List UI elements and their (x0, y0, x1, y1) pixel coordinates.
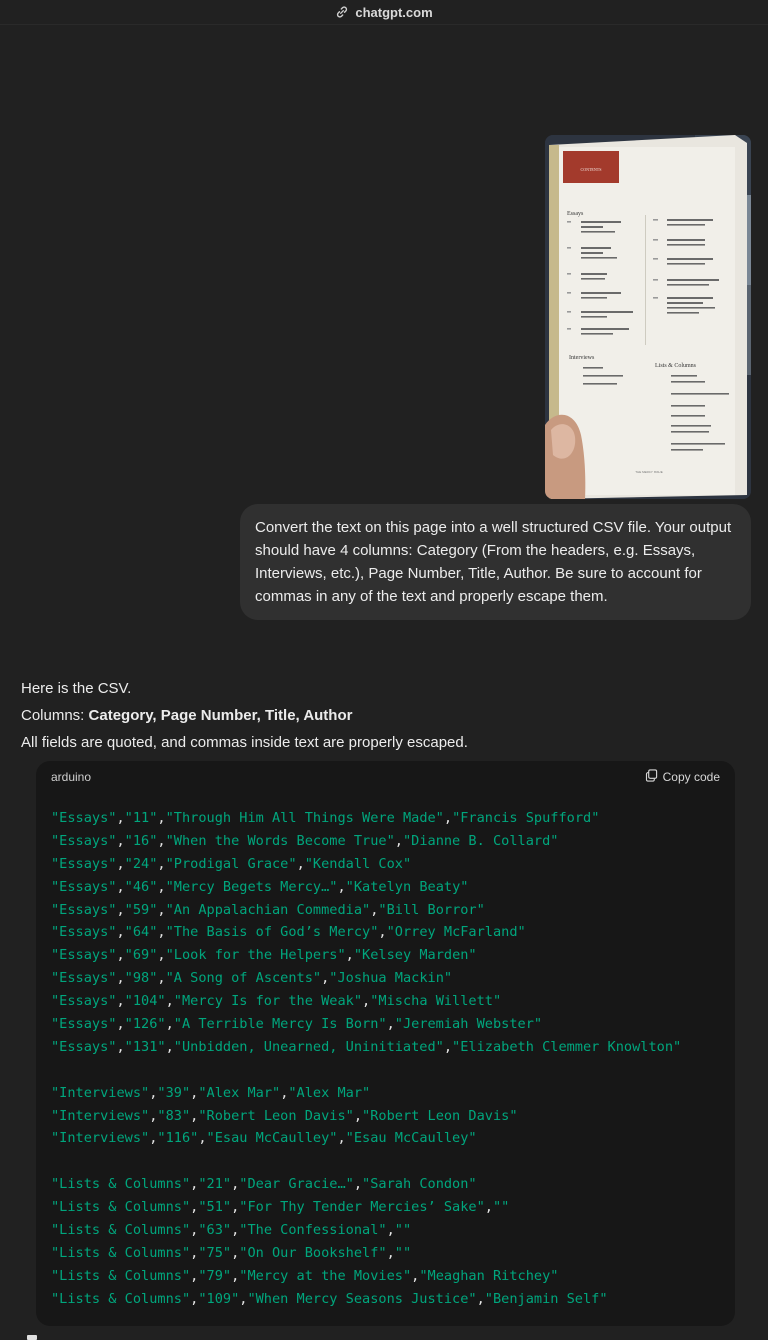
csv-field: "131" (124, 1038, 166, 1055)
csv-field: "" (394, 1244, 412, 1261)
copy-code-button[interactable] (645, 769, 720, 785)
csv-field: "Mercy Begets Mercy…" (165, 878, 338, 895)
assistant-escaping-note: All fields are quoted, and commas inside text are properly escaped. (21, 734, 468, 751)
csv-field: "Alex Mar" (288, 1084, 371, 1101)
code-header (36, 761, 735, 793)
csv-field: "Mischa Willett" (370, 993, 502, 1010)
csv-field: "" (394, 1222, 412, 1239)
csv-field: "Francis Spufford" (452, 810, 600, 826)
csv-field: "Benjamin Self" (484, 1290, 608, 1307)
csv-field: "11" (124, 810, 158, 826)
csv-field: "Sarah Condon" (362, 1176, 477, 1193)
columns-list: Category, Page Number, Title, Author (88, 707, 353, 724)
csv-field: "A Song of Ascents" (165, 970, 322, 987)
csv-field: "Essays" (51, 1038, 117, 1055)
csv-field: "83" (157, 1107, 191, 1124)
csv-field: "When Mercy Seasons Justice" (247, 1290, 477, 1307)
csv-field: "Lists & Columns" (51, 1267, 191, 1284)
domain-text: chatgpt.com (355, 4, 433, 20)
csv-field: "Lists & Columns" (51, 1222, 191, 1239)
address-bar[interactable] (0, 0, 768, 25)
photo-lists-header: Lists & Columns (655, 363, 697, 369)
code-block (36, 761, 735, 1326)
csv-field: "Mercy Is for the Weak" (173, 993, 363, 1010)
csv-field: "39" (157, 1084, 191, 1101)
csv-field: "Essays" (51, 832, 117, 849)
csv-field: "Essays" (51, 810, 117, 826)
csv-field: "98" (124, 970, 158, 987)
csv-line: "Essays","16","When the Words Become True","Dianne B. Collard" (51, 832, 559, 849)
csv-field: "Lists & Columns" (51, 1290, 191, 1307)
csv-line: "Interviews","83","Robert Leon Davis","Robert Leon Davis" (51, 1107, 518, 1124)
csv-field: "Interviews" (51, 1107, 150, 1124)
csv-field: "Joshua Mackin" (329, 970, 453, 987)
csv-field: "Mercy at the Movies" (239, 1267, 412, 1284)
csv-field: "The Confessional" (239, 1222, 387, 1239)
csv-line: "Essays","69","Look for the Helpers","Kelsey Marden" (51, 947, 477, 964)
csv-field: "Elizabeth Clemmer Knowlton" (452, 1038, 682, 1055)
csv-field: "Essays" (51, 924, 117, 941)
csv-field: "The Basis of God’s Mercy" (165, 924, 379, 941)
csv-field: "Interviews" (51, 1130, 150, 1147)
csv-field: "Essays" (51, 993, 117, 1010)
photo-contents-label: CONTENTS (580, 167, 602, 172)
photo-footer: THE MERCY ISSUE (635, 470, 663, 474)
csv-line: "Essays","131","Unbidden, Unearned, Uninitiated","Elizabeth Clemmer Knowlton" (51, 1038, 682, 1055)
columns-prefix: Columns: (21, 707, 89, 724)
csv-field: "On Our Bookshelf" (239, 1244, 387, 1261)
csv-field: "Alex Mar" (198, 1084, 281, 1101)
csv-field: "Kelsey Marden" (353, 947, 477, 964)
csv-field: "79" (198, 1267, 232, 1284)
csv-field: "51" (198, 1199, 232, 1216)
csv-field: "Essays" (51, 855, 117, 872)
csv-field: "When the Words Become True" (165, 832, 395, 849)
csv-field: "Essays" (51, 970, 117, 987)
csv-field: "Kendall Cox" (304, 855, 412, 872)
csv-field: "Lists & Columns" (51, 1244, 191, 1261)
code-language: arduino (51, 770, 92, 784)
csv-field: "116" (157, 1130, 199, 1147)
copy-icon (645, 769, 658, 785)
csv-field: "Robert Leon Davis" (198, 1107, 354, 1124)
csv-field: "Bill Borror" (378, 901, 485, 918)
link-icon (335, 5, 349, 19)
csv-line: "Essays","11","Through Him All Things Were Made","Francis Spufford" (51, 810, 600, 826)
photo-essays-header: Essays (567, 211, 584, 217)
assistant-message (21, 675, 741, 756)
csv-field: "" (492, 1199, 510, 1216)
uploaded-image[interactable] (545, 135, 751, 499)
csv-line: "Interviews","116","Esau McCaulley","Esau McCaulley" (51, 1130, 477, 1147)
csv-field: "63" (198, 1222, 232, 1239)
csv-line: "Essays","24","Prodigal Grace","Kendall Cox" (51, 855, 412, 872)
csv-field: "An Appalachian Commedia" (165, 901, 371, 918)
csv-field: "21" (198, 1176, 232, 1193)
copy-code-label: Copy code (662, 770, 720, 784)
csv-line: "Essays","64","The Basis of God’s Mercy","Orrey McFarland" (51, 924, 526, 941)
photo-interviews-header: Interviews (569, 355, 595, 361)
csv-field: "Meaghan Ritchey" (419, 1267, 559, 1284)
csv-field: "64" (124, 924, 158, 941)
assistant-intro: Here is the CSV. (21, 680, 132, 697)
csv-field: "75" (198, 1244, 232, 1261)
csv-field: "Unbidden, Unearned, Uninitiated" (173, 1038, 444, 1055)
csv-line: "Essays","98","A Song of Ascents","Joshua Mackin" (51, 970, 453, 987)
csv-field: "69" (124, 947, 158, 964)
csv-field: "Dianne B. Collard" (402, 832, 559, 849)
csv-line: "Interviews","39","Alex Mar","Alex Mar" (51, 1084, 371, 1101)
csv-line: "Essays","59","An Appalachian Commedia","Bill Borror" (51, 901, 485, 918)
csv-field: "Esau McCaulley" (206, 1130, 338, 1147)
csv-field: "Esau McCaulley" (345, 1130, 477, 1147)
csv-field: "Lists & Columns" (51, 1176, 191, 1193)
csv-field: "Through Him All Things Were Made" (165, 810, 444, 826)
csv-field: "109" (198, 1290, 240, 1307)
csv-field: "Jeremiah Webster" (394, 1016, 543, 1033)
csv-line: "Lists & Columns","79","Mercy at the Movies","Meaghan Ritchey" (51, 1267, 559, 1284)
csv-field: "Katelyn Beaty" (345, 878, 469, 895)
csv-line: "Lists & Columns","21","Dear Gracie…","Sarah Condon" (51, 1176, 477, 1193)
csv-line: "Lists & Columns","51","For Thy Tender Mercies’ Sake","" (51, 1199, 510, 1216)
csv-field: "16" (124, 832, 158, 849)
csv-line: "Essays","126","A Terrible Mercy Is Born","Jeremiah Webster" (51, 1016, 543, 1033)
csv-field: "Lists & Columns" (51, 1199, 191, 1216)
csv-field: "For Thy Tender Mercies’ Sake" (239, 1199, 485, 1216)
csv-line: "Lists & Columns","75","On Our Bookshelf","" (51, 1244, 412, 1261)
csv-field: "Dear Gracie…" (239, 1176, 354, 1193)
csv-line: "Essays","46","Mercy Begets Mercy…","Katelyn Beaty" (51, 878, 469, 895)
csv-field: "Essays" (51, 1016, 117, 1033)
csv-field: "Essays" (51, 901, 117, 918)
csv-blank-line (51, 1150, 720, 1173)
csv-field: "Robert Leon Davis" (362, 1107, 518, 1124)
csv-field: "Orrey McFarland" (386, 924, 526, 941)
csv-field: "Prodigal Grace" (165, 855, 297, 872)
csv-field: "46" (124, 878, 158, 895)
csv-blank-line (51, 1059, 720, 1082)
csv-field: "Look for the Helpers" (165, 947, 346, 964)
csv-line: "Lists & Columns","109","When Mercy Seasons Justice","Benjamin Self" (51, 1290, 608, 1307)
csv-field: "A Terrible Mercy Is Born" (173, 1016, 387, 1033)
csv-field: "Essays" (51, 878, 117, 895)
csv-field: "Essays" (51, 947, 117, 964)
user-message (240, 504, 751, 620)
assistant-columns-line (21, 702, 741, 729)
csv-field: "104" (124, 993, 166, 1010)
csv-line: "Lists & Columns","63","The Confessional","" (51, 1222, 412, 1239)
csv-field: "Interviews" (51, 1084, 150, 1101)
csv-field: "126" (124, 1016, 166, 1033)
csv-line: "Essays","104","Mercy Is for the Weak","Mischa Willett" (51, 993, 502, 1010)
csv-code[interactable] (36, 793, 735, 1311)
csv-field: "24" (124, 855, 158, 872)
csv-field: "59" (124, 901, 158, 918)
user-message-text: Convert the text on this page into a well structured CSV file. Your output should have 4 columns: Category (From the headers, e.g. Essays, Interviews, etc.), Page Number, Title, Author. Be sure to account for commas in any of the text and properly escape them. (255, 519, 732, 605)
scroll-indicator (27, 1335, 37, 1340)
